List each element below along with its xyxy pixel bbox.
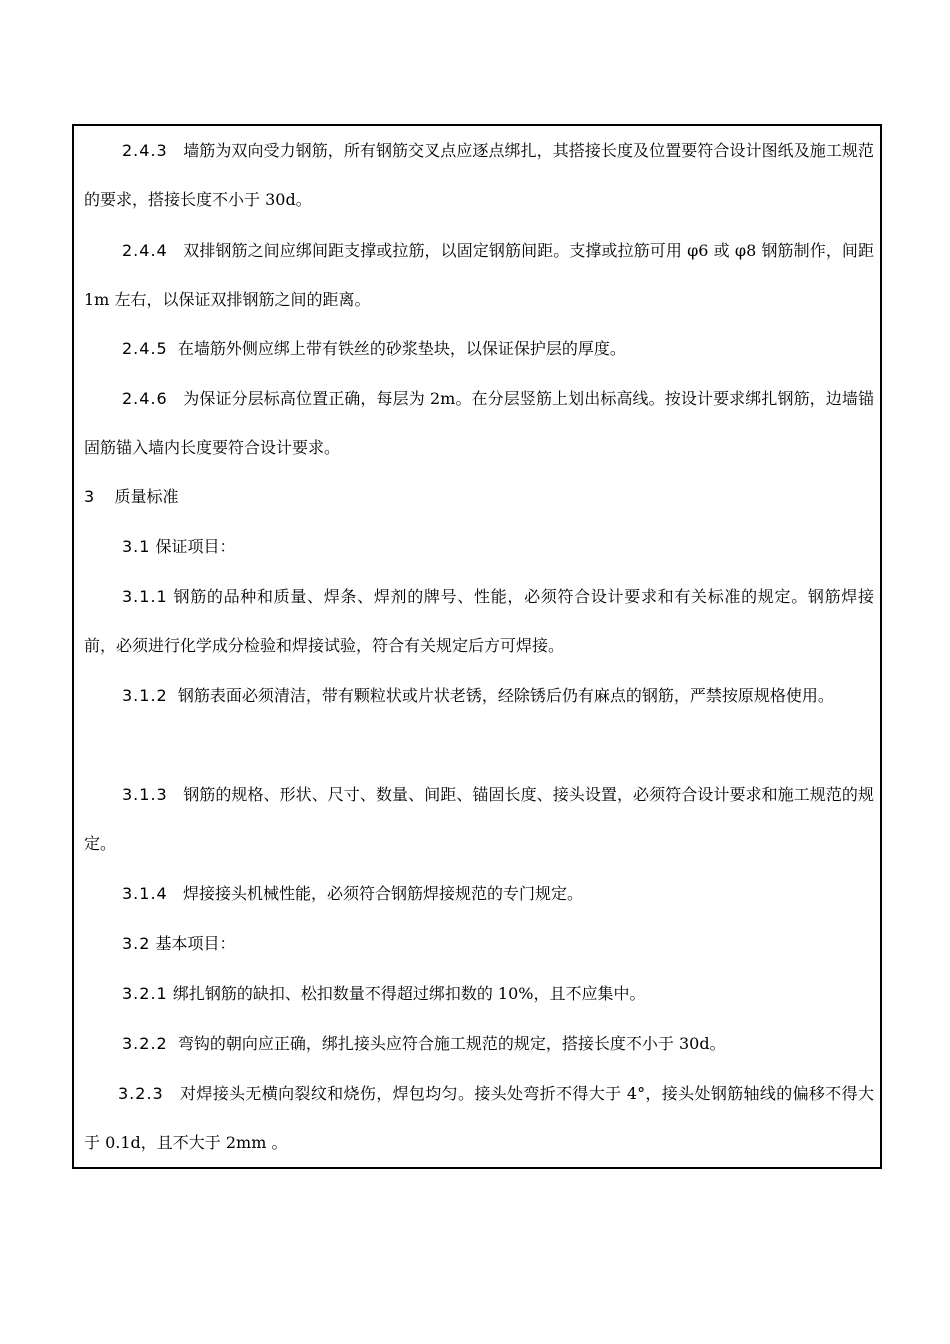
paragraph-number: 3.2.1 xyxy=(122,984,168,1003)
paragraph-number: 3.1.2 xyxy=(122,686,168,705)
paragraph-text: 弯钩的朝向应正确，绑扎接头应符合施工规范的规定，搭接长度不小于 30d。 xyxy=(177,1034,726,1053)
paragraph-number: 3.1.3 xyxy=(122,785,168,804)
paragraph-text: 对焊接头无横向裂纹和烧伤，焊包均匀。接头处弯折不得大于 4°，接头处钢筋轴线的偏移不得大于 0.1d，且不大于 2mm 。 xyxy=(84,1084,874,1152)
paragraph-3-1-1 xyxy=(84,572,874,670)
paragraph-number: 3.2.3 xyxy=(118,1084,164,1103)
paragraph-2-4-6 xyxy=(84,374,874,472)
paragraph-text: 基本项目： xyxy=(155,934,236,953)
paragraph-text: 在墙筋外侧应绑上带有铁丝的砂浆垫块，以保证保护层的厚度。 xyxy=(177,339,626,358)
paragraph-text: 钢筋的品种和质量、焊条、焊剂的牌号、性能，必须符合设计要求和有关标准的规定。钢筋焊接前，必须进行化学成分检验和焊接试验，符合有关规定后方可焊接。 xyxy=(84,587,874,655)
paragraph-3-2-2 xyxy=(84,1019,874,1068)
paragraph-text: 墙筋为双向受力钢筋，所有钢筋交叉点应逐点绑扎，其搭接长度及位置要符合设计图纸及施工规范的要求，搭接长度不小于 30d。 xyxy=(84,141,874,209)
paragraph-2-4-5 xyxy=(84,324,874,373)
paragraph-text: 焊接接头机械性能，必须符合钢筋焊接规范的专门规定。 xyxy=(182,884,583,903)
section-heading xyxy=(84,472,874,521)
paragraph-3-2 xyxy=(84,919,874,968)
paragraph-number: 2.4.3 xyxy=(122,141,168,160)
heading-title: 质量标准 xyxy=(114,487,179,506)
paragraph-3-2-3 xyxy=(84,1069,874,1167)
paragraph-number: 3.1.4 xyxy=(122,884,168,903)
paragraph-number: 3.2 xyxy=(122,934,151,953)
paragraph-number: 2.4.5 xyxy=(122,339,168,358)
paragraph-number: 2.4.4 xyxy=(122,241,168,260)
heading-number: 3 xyxy=(84,487,95,506)
content-frame xyxy=(72,124,882,1169)
paragraph-text: 为保证分层标高位置正确，每层为 2m。在分层竖筋上划出标高线。按设计要求绑扎钢筋，边墙锚固筋锚入墙内长度要符合设计要求。 xyxy=(84,389,874,457)
paragraph-number: 3.1 xyxy=(122,537,151,556)
paragraph-text: 保证项目： xyxy=(155,537,236,556)
paragraph-text: 双排钢筋之间应绑间距支撑或拉筋，以固定钢筋间距。支撑或拉筋可用 φ6 或 φ8 钢筋制作，间距 1m 左右，以保证双排钢筋之间的距离。 xyxy=(84,241,874,309)
paragraph-2-4-3 xyxy=(84,126,874,224)
paragraph-text: 绑扎钢筋的缺扣、松扣数量不得超过绑扣数的 10%，且不应集中。 xyxy=(172,984,646,1003)
paragraph-3-1-2 xyxy=(84,671,874,720)
paragraph-3-1-3 xyxy=(84,770,874,868)
paragraph-2-4-4 xyxy=(84,226,874,324)
paragraph-number: 3.1.1 xyxy=(122,587,168,606)
paragraph-text: 钢筋表面必须清洁，带有颗粒状或片状老锈，经除锈后仍有麻点的钢筋，严禁按原规格使用。 xyxy=(177,686,834,705)
paragraph-3-1 xyxy=(84,522,874,571)
paragraph-text: 钢筋的规格、形状、尺寸、数量、间距、锚固长度、接头设置，必须符合设计要求和施工规范的规定。 xyxy=(84,785,874,853)
paragraph-number: 2.4.6 xyxy=(122,389,168,408)
paragraph-3-1-4 xyxy=(84,869,874,918)
paragraph-3-2-1 xyxy=(84,969,874,1018)
paragraph-number: 3.2.2 xyxy=(122,1034,168,1053)
